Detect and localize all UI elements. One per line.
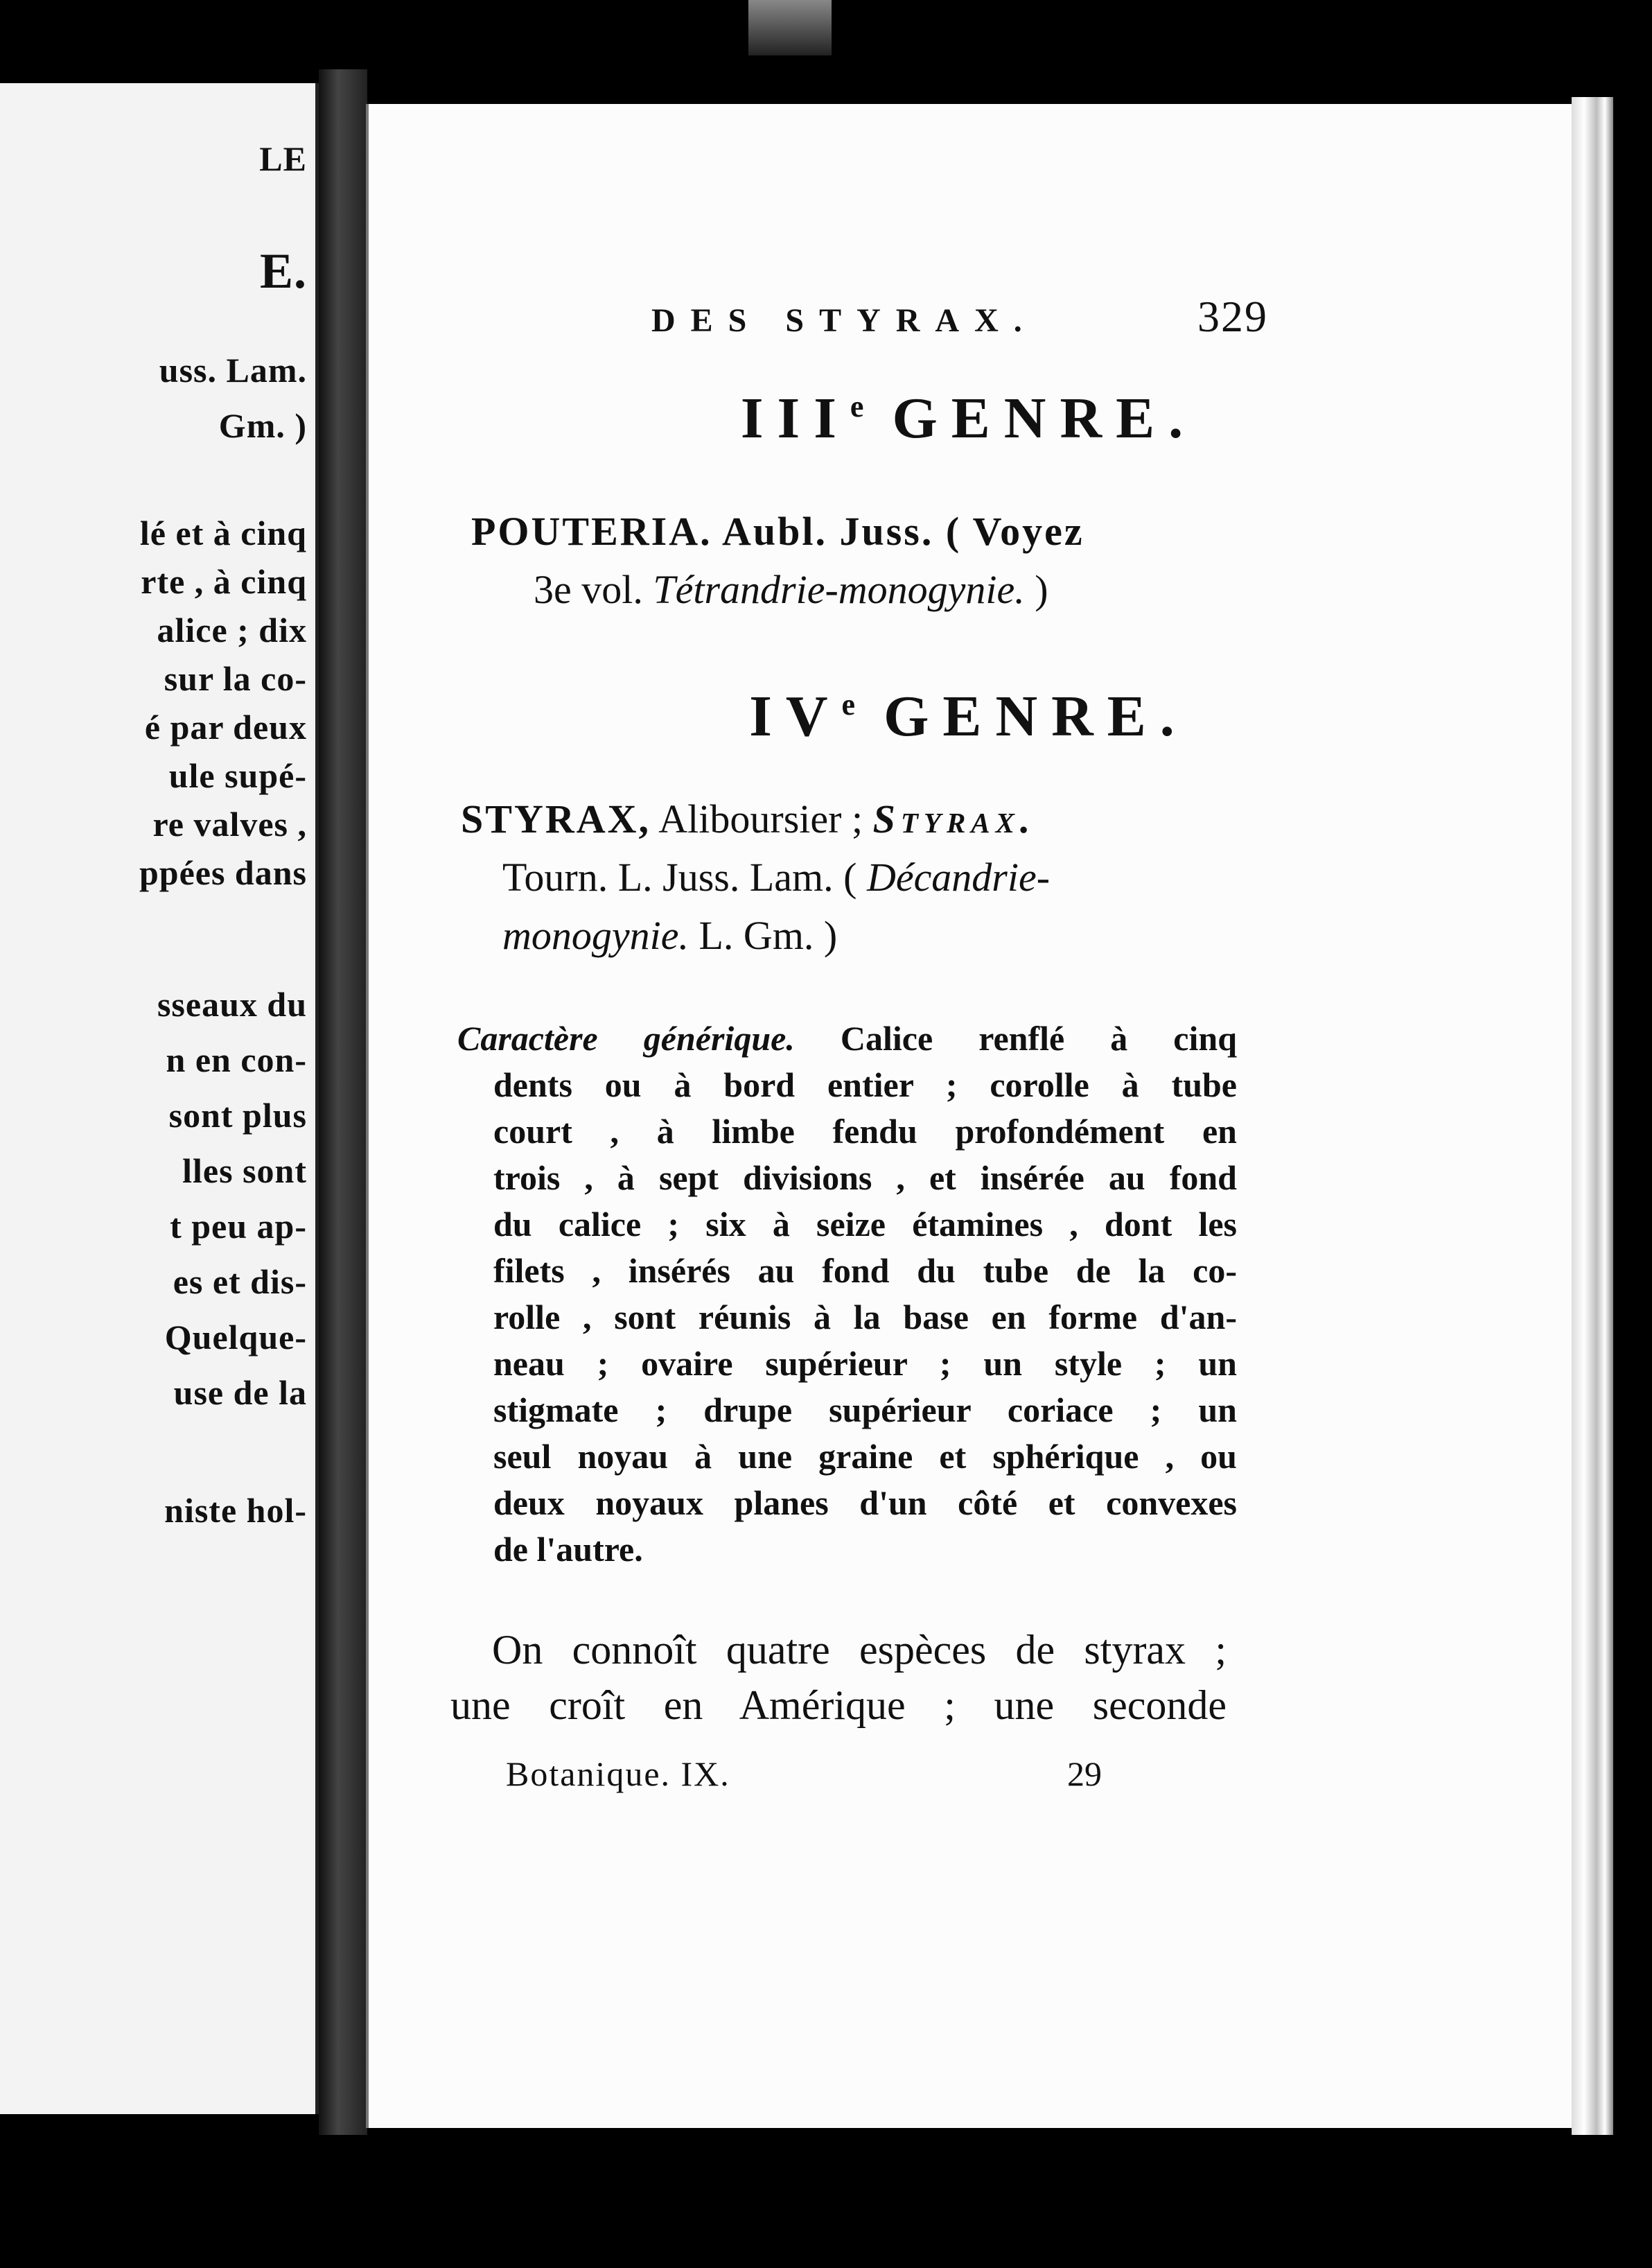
- description-line: trois , à sept divisions , et insérée au fond: [493, 1158, 1237, 1197]
- genre-3-heading: [366, 385, 1572, 452]
- styrax-order-italic: monogynie.: [502, 913, 689, 958]
- left-page-text-fragment: t peu ap-: [170, 1207, 307, 1246]
- genre-4-word: GENRE.: [884, 684, 1188, 749]
- genre-3-roman: III: [740, 386, 850, 451]
- running-head: [651, 291, 1268, 342]
- left-page-text-fragment: n en con-: [166, 1040, 307, 1079]
- left-page-text-fragment: é par deux: [144, 708, 307, 747]
- page-scrap: [748, 0, 832, 55]
- paragraph-line: On connoît quatre espèces de styrax ;: [492, 1627, 1227, 1673]
- left-page-text-fragment: re valves ,: [152, 805, 307, 844]
- left-page-text-fragment: Gm. ): [218, 406, 307, 445]
- book-gutter: [319, 69, 367, 2135]
- styrax-authors: Tourn. L. Juss. Lam. (: [502, 855, 867, 900]
- left-page-text-fragment: ule supé-: [168, 756, 307, 795]
- styrax-smallcaps: Styrax.: [872, 796, 1036, 841]
- pouteria-entry: [471, 503, 1240, 619]
- pouteria-line2-pre: 3e vol.: [534, 567, 653, 612]
- genre-4-sup: e: [841, 688, 856, 722]
- paragraph-line: une croît en Amérique ; une seconde: [450, 1682, 1227, 1728]
- running-head-title: DES STYRAX.: [651, 302, 1037, 339]
- description-line: seul noyau à une graine et sphérique , ou: [493, 1437, 1237, 1476]
- styrax-order-post: L. Gm. ): [689, 913, 838, 958]
- description-line: rolle , sont réunis à la base en forme d'an-: [493, 1298, 1237, 1336]
- left-page-text-fragment: lles sont: [182, 1151, 307, 1190]
- genre-4-roman: IV: [749, 684, 842, 749]
- left-page-text-fragment: sur la co-: [164, 659, 307, 698]
- description-label: Caractère générique.: [457, 1019, 795, 1058]
- pouteria-line2-italic: Tétrandrie-monogynie.: [653, 567, 1025, 612]
- genre-3-word: GENRE.: [892, 386, 1197, 451]
- description-line: neau ; ovaire supérieur ; un style ; un: [493, 1344, 1237, 1383]
- left-page-text-fragment: alice ; dix: [157, 611, 307, 649]
- body-paragraph: [450, 1622, 1227, 1733]
- page-number: 329: [1197, 292, 1268, 341]
- left-page-text-fragment: uss. Lam.: [159, 351, 307, 390]
- sheet-number: 29: [1067, 1754, 1102, 1793]
- page-edges: [1572, 97, 1613, 2135]
- genre-4-heading: [366, 683, 1572, 750]
- left-page-text-fragment: Quelque-: [164, 1318, 307, 1357]
- left-page-text-fragment: lé et à cinq: [139, 514, 307, 552]
- description-line: court , à limbe fendu profondément en: [493, 1112, 1237, 1151]
- styrax-entry: [461, 790, 1244, 965]
- genre-3-sup: e: [850, 390, 864, 424]
- left-page: [0, 83, 319, 2114]
- styrax-name: STYRAX,: [461, 796, 651, 841]
- description-line: stigmate ; drupe supérieur coriace ; un: [493, 1390, 1237, 1429]
- description-line: dents ou à bord entier ; corolle à tube: [493, 1065, 1237, 1104]
- styrax-common-name: Aliboursier ;: [651, 796, 873, 841]
- left-page-text-fragment: es et dis-: [173, 1262, 307, 1301]
- description-line: de l'autre.: [493, 1530, 643, 1569]
- left-page-text-fragment: ppées dans: [139, 853, 307, 892]
- left-page-text-fragment: LE: [259, 139, 307, 178]
- left-page-text-fragment: E.: [259, 243, 307, 299]
- description-line: deux noyaux planes d'un côté et convexes: [493, 1483, 1237, 1522]
- generic-character-description: [457, 1015, 1237, 1573]
- description-line: Calice renflé à cinq: [794, 1019, 1238, 1058]
- signature-mark: Botanique. IX.: [506, 1754, 730, 1793]
- left-page-text-fragment: use de la: [173, 1373, 307, 1412]
- page-footer: [506, 1754, 1102, 1794]
- description-line: filets , insérés au fond du tube de la co-: [493, 1251, 1237, 1290]
- description-line: du calice ; six à seize étamines , dont les: [493, 1205, 1237, 1244]
- left-page-text-fragment: sseaux du: [157, 985, 307, 1024]
- left-page-text-fragment: sont plus: [168, 1096, 307, 1135]
- pouteria-line2-post: ): [1024, 567, 1048, 612]
- pouteria-line1: POUTERIA. Aubl. Juss. ( Voyez: [471, 509, 1084, 554]
- left-page-text-fragment: niste hol-: [164, 1491, 307, 1530]
- left-page-text-fragment: rte , à cinq: [141, 562, 307, 601]
- styrax-class-italic: Décandrie-: [866, 855, 1051, 900]
